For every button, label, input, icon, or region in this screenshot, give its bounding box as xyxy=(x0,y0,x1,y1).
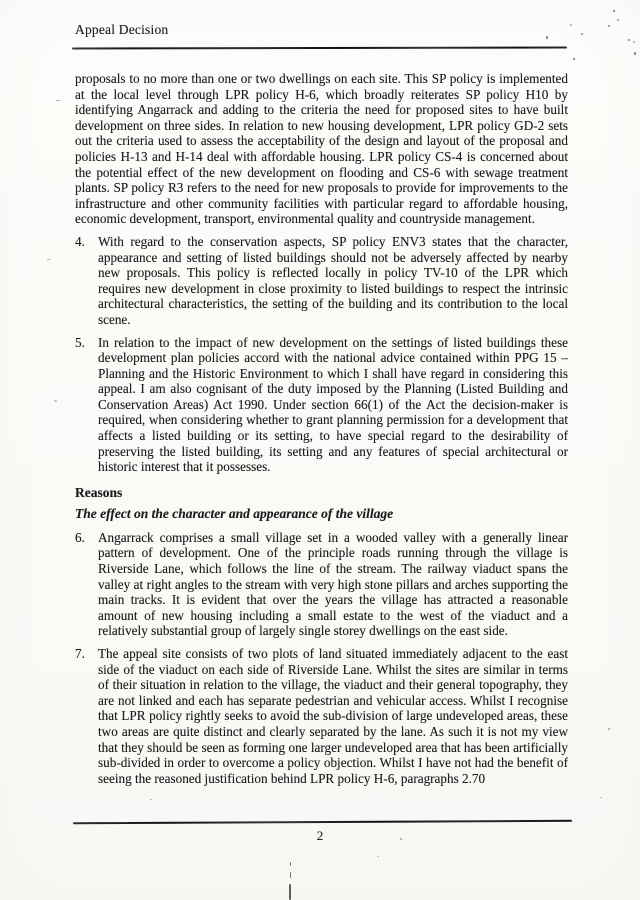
scan-line-artifact xyxy=(289,884,291,900)
paragraph-6 xyxy=(75,530,568,639)
paragraph-text: The appeal site consists of two plots of land situated immediately adjacent to the east side of the viaduct on each side of Riverside Lane. Whilst the sites are similar in terms of their situation in relation to the village, the viaduct and their general topography, they are not linked and each has separate pedestrian and vehicular access. Whilst I recognise that LPR policy rightly seeks to avoid the sub-division of large undeveloped areas, these two areas are quite distinct and clearly separated by the lane. As such it is not my view that they should be seen as forming one larger undeveloped area that has been artificially sub-divided in order to overcome a policy objection. Whilst I have not had the benefit of seeing the reasoned justification behind LPR policy H-6, paragraphs 2.70 xyxy=(98,646,568,786)
scan-speck xyxy=(54,400,57,402)
reasons-heading: Reasons xyxy=(75,484,123,500)
paragraph-number: 5. xyxy=(75,334,85,350)
footer-rule xyxy=(73,820,572,824)
paragraph-number: 7. xyxy=(75,646,85,661)
scan-speck xyxy=(608,25,610,27)
paragraph-7 xyxy=(75,646,568,786)
paragraph-5 xyxy=(75,335,568,475)
paragraph-text: With regard to the conservation aspects, SP policy ENV3 states that the character, appearance and setting of listed buildings should not be adversely affected by nearby new proposals. This policy is reflected locally in policy TV-10 of the LPR which requires new development in close proximity to listed buildings to respect the intrinsic architectural characteristics, the setting of the building and its contribution to the local scene. xyxy=(98,233,568,327)
paragraph-number: 4. xyxy=(75,233,85,249)
scan-line-artifact xyxy=(290,862,291,866)
scan-speck xyxy=(496,232,498,233)
scan-speck xyxy=(573,58,575,60)
paragraph-continuation: proposals to no more than one or two dwellings on each site. This SP policy is implemented at the local level through LPR policy H-6, which broadly reiterates SP policy H10 by identifying Angarrack and adding to the criteria the need for proposed sites to have built development on three sides. In relation to new housing development, LPR policy GD-2 sets out the criteria used to assess the acceptability of the design and layout of the proposal and policies H-13 and H-14 deal with affordable housing. LPR policy CS-4 is concerned about the potential effect of the new development on flooding and CS-6 with sewage treatment plants. SP policy R3 refers to the need for new proposals to provide for improvements to the infrastructure and other community facilities with particular regard to affordable housing, economic development, transport, environmental quality and countryside management. xyxy=(75,71,568,227)
scan-speck xyxy=(56,100,60,101)
paragraph-text: Angarrack comprises a small village set in a wooded valley with a generally linear pattern of development. One of the principle roads running through the village is Riverside Lane, which follows the line of the stream. The railway viaduct spans the valley at right angles to the stream with very high stone pillars and arches supporting the main tracks. It is evident that over the years the village has attracted a reasonable amount of new housing including a small estate to the west of the viaduct and a relatively substantial group of largely single storey dwellings on the east side. xyxy=(98,529,568,639)
scan-speck xyxy=(400,838,402,840)
paragraph-4 xyxy=(75,234,568,328)
scan-speck xyxy=(600,797,602,798)
scan-speck xyxy=(613,10,615,12)
scan-speck xyxy=(546,36,548,39)
document-body xyxy=(75,71,568,786)
scan-speck xyxy=(608,728,610,730)
scan-speck xyxy=(150,799,152,800)
scan-speck xyxy=(628,39,630,41)
page-number: 2 xyxy=(316,828,324,843)
scan-line-artifact xyxy=(290,872,291,878)
document-title: Appeal Decision xyxy=(75,22,169,37)
scan-speck xyxy=(47,259,50,260)
paragraph-text: In relation to the impact of new development on the settings of listed buildings these development plan policies accord with the national advice contained within PPG 15 – Planning and the Historic Environment to which I shall have regard in considering this appeal. I am also cognisant of the duty imposed by the Planning (Listed Building and Conservation Areas) Act 1990. Under section 66(1) of the Act the decision-maker is required, when considering whether to grant planning permission for a development that affects a listed building or its setting, to have special regard to the desirability of preserving the listed building, its setting and any features of special architectural or historic interest that it possesses. xyxy=(98,334,568,475)
paragraph-number: 6. xyxy=(75,529,85,545)
scan-speck xyxy=(570,24,572,26)
scan-speck xyxy=(377,856,379,857)
scan-speck xyxy=(634,52,636,55)
header-rule xyxy=(72,46,567,49)
section-subheading: The effect on the character and appearance of the village xyxy=(75,505,394,521)
scan-speck xyxy=(581,33,583,35)
scan-speck xyxy=(617,19,619,21)
scan-speck xyxy=(633,41,635,43)
